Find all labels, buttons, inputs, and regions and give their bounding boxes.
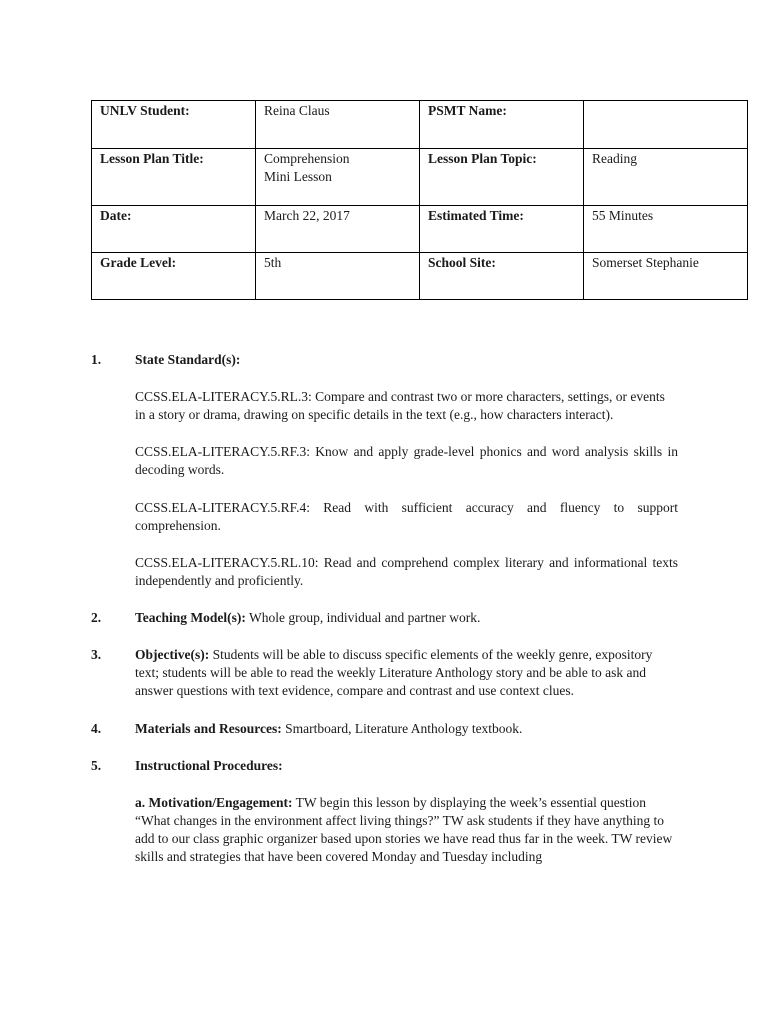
section-2-heading: Teaching Model(s):	[135, 610, 246, 625]
standard-rf4	[135, 499, 678, 535]
estimated-time-value: 55 Minutes	[584, 206, 748, 253]
lesson-plan-title-label: Lesson Plan Title:	[92, 149, 256, 206]
table-row	[92, 253, 748, 300]
standard-text: Compare and contrast two or more characters, settings, or events in a story or drama, drawing on specific details in the text (e.g., how characters interact).	[135, 389, 665, 422]
lesson-plan-topic-value: Reading	[584, 149, 748, 206]
section-3-text: Students will be able to discuss specific elements of the weekly genre, expository text; students will be able to read the weekly Literature Anthology story and be able to ask and answer questions with text evidence, compare and contrast and use context clues.	[135, 647, 653, 698]
grade-level-label: Grade Level:	[92, 253, 256, 300]
section-4-number: 4.	[91, 721, 102, 736]
motivation-engagement	[135, 794, 678, 866]
section-3-heading: Objective(s):	[135, 647, 210, 662]
standard-rf3	[135, 443, 678, 479]
section-2-text: Whole group, individual and partner work.	[245, 610, 481, 625]
lesson-plan-title-line-2: Mini Lesson	[264, 169, 332, 184]
grade-level-value: 5th	[256, 253, 420, 300]
section-1-heading: State Standard(s):	[135, 352, 241, 367]
unlv-student-label: UNLV Student:	[92, 101, 256, 149]
standard-text: Know and apply grade-level phonics and word analysis skills in decoding words.	[135, 444, 678, 477]
section-5-number: 5.	[91, 758, 102, 773]
standard-rl10	[135, 554, 678, 590]
motivation-heading: a. Motivation/Engagement:	[135, 795, 293, 810]
standard-text: Read with sufficient accuracy and fluency to support comprehension.	[135, 500, 678, 533]
standard-rl3	[135, 388, 678, 424]
table-row	[92, 101, 748, 149]
section-2-body	[135, 609, 678, 627]
school-site-value: Somerset Stephanie	[584, 253, 748, 300]
estimated-time-label: Estimated Time:	[420, 206, 584, 253]
unlv-student-value: Reina Claus	[256, 101, 420, 149]
table-row	[92, 149, 748, 206]
section-4-heading: Materials and Resources:	[135, 721, 282, 736]
standard-code: CCSS.ELA-LITERACY.5.RF.3:	[135, 444, 310, 459]
standard-text: Read and comprehend complex literary and informational texts independently and proficiently.	[135, 555, 678, 588]
section-4-text: Smartboard, Literature Anthology textbook.	[281, 721, 523, 736]
standard-code: CCSS.ELA-LITERACY.5.RF.4:	[135, 500, 310, 515]
lesson-plan-title-value	[256, 149, 420, 206]
lesson-info-table	[91, 100, 748, 300]
table-row	[92, 206, 748, 253]
date-value: March 22, 2017	[256, 206, 420, 253]
standard-code: CCSS.ELA-LITERACY.5.RL.3:	[135, 389, 312, 404]
motivation-text: TW begin this lesson by displaying the week’s essential question “What changes in the environment affect living things?” TW ask students if they have anything to add to our class graphic organizer based upon stories we have read thus far in the week. TW review skills and strategies that have been covered Monday and Tuesday including	[135, 795, 673, 864]
section-5-heading: Instructional Procedures:	[135, 758, 283, 773]
psmt-name-label: PSMT Name:	[420, 101, 584, 149]
school-site-label: School Site:	[420, 253, 584, 300]
section-3-number: 3.	[91, 647, 102, 662]
section-4-body	[135, 720, 678, 738]
section-3-body	[135, 646, 678, 700]
lesson-plan-topic-label: Lesson Plan Topic:	[420, 149, 584, 206]
lesson-plan-title-line-1: Comprehension	[264, 151, 350, 166]
standard-code: CCSS.ELA-LITERACY.5.RL.10:	[135, 555, 319, 570]
section-2-number: 2.	[91, 610, 102, 625]
date-label: Date:	[92, 206, 256, 253]
psmt-name-value	[584, 101, 748, 149]
section-1-number: 1.	[91, 352, 102, 367]
